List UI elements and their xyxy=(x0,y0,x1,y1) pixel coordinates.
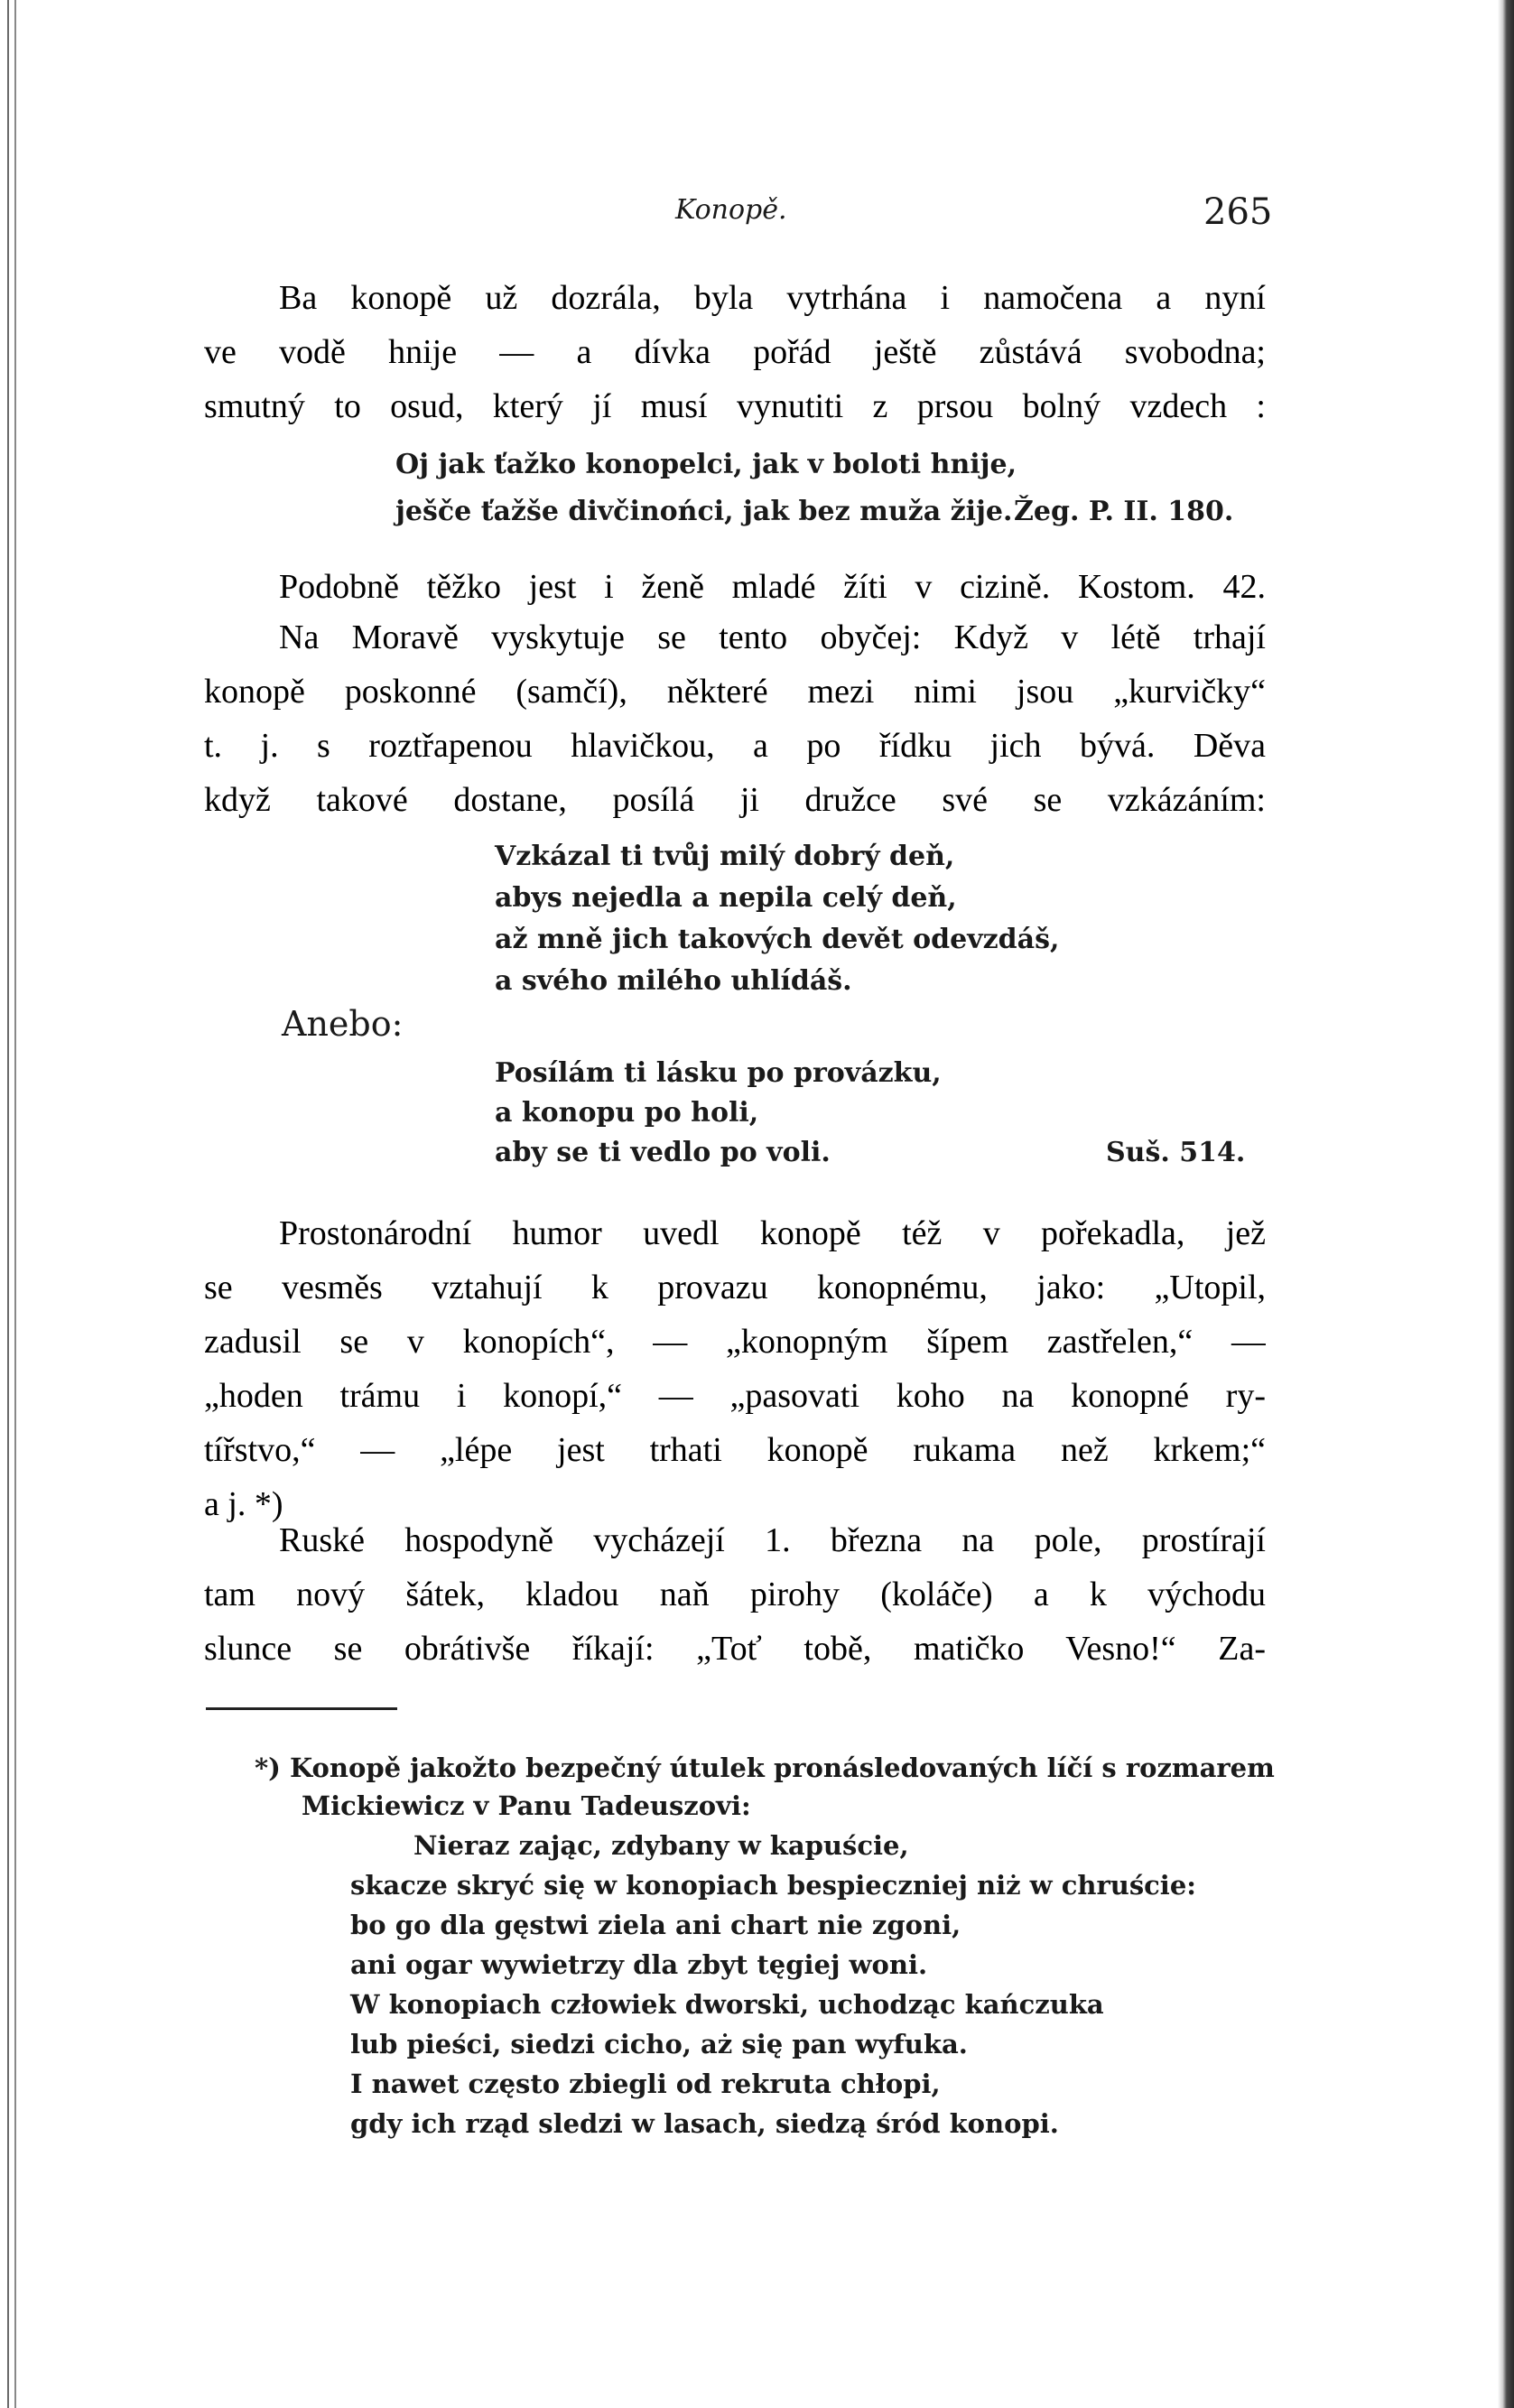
verse-line: a konopu po holi, xyxy=(495,1097,759,1129)
verse-source: Suš. 514. xyxy=(1106,1137,1246,1168)
text-line: „hoden trámu i konopí,“ — „pasovati koho na konopné ry- xyxy=(204,1377,1266,1415)
text-line: se vesměs vztahují k provazu konopnému, jako: „Utopil, xyxy=(204,1269,1266,1306)
verse-line: aby se ti vedlo po voli. xyxy=(495,1137,831,1168)
verse-source: Žeg. P. II. 180. xyxy=(1014,496,1234,527)
running-title: Konopě. xyxy=(675,194,787,226)
verse-line: Vzkázal ti tvůj milý dobrý deň, xyxy=(495,841,955,872)
right-page-edge xyxy=(1498,0,1514,2408)
text-line: zadusil se v konopích“, — „konopným šípem zastřelen,“ — xyxy=(204,1323,1266,1361)
text-line: smutný to osud, který jí musí vynutiti z prsou bolný vzdech : xyxy=(204,387,1266,425)
footnote-poem-line: skacze skryć się w konopiach bespieczniej niż w chruście: xyxy=(350,1870,1196,1901)
text-line: a j. *) xyxy=(204,1485,283,1523)
paragraph-3 xyxy=(204,610,1266,827)
paragraph-2 xyxy=(204,560,1266,614)
paragraph-1 xyxy=(204,271,1266,433)
text-line: konopě poskonné (samčí), některé mezi nimi jsou „kurvičky“ xyxy=(204,673,1266,711)
footnote-poem-line: W konopiach człowiek dworski, uchodząc kańczuka xyxy=(350,1989,1104,2020)
verse-line: Posílám ti lásku po provázku, xyxy=(495,1057,942,1089)
footnote-line: *) Konopě jakožto bezpečný útulek pronásledovaných líčí s rozmarem xyxy=(255,1753,1275,1783)
footnote-poem-line: Nieraz zając, zdybany w kapuście, xyxy=(413,1830,909,1861)
text-line: Na Moravě vyskytuje se tento obyčej: Když v létě trhají xyxy=(279,618,1266,656)
footnote-line: Mickiewicz v Panu Tadeuszovi: xyxy=(302,1790,751,1821)
footnote-poem-line: bo go dla gęstwi ziela ani chart nie zgoni, xyxy=(350,1910,961,1940)
left-page-edge xyxy=(7,0,16,2408)
text-line: Podobně těžko jest i ženě mladé žíti v cizině. Kostom. 42. xyxy=(279,568,1266,606)
text-line: Ba konopě už dozrála, byla vytrhána i namočena a nyní xyxy=(279,279,1266,317)
footnote-poem-line: I nawet często zbiegli od rekruta chłopi, xyxy=(350,2069,941,2099)
text-line: Prostonárodní humor uvedl konopě též v pořekadla, jež xyxy=(279,1214,1266,1252)
text-line: slunce se obrátivše říkají: „Toť tobě, matičko Vesno!“ Za- xyxy=(204,1630,1266,1668)
paragraph-4 xyxy=(204,1206,1266,1531)
footnote-poem-line: lub pieści, siedzi cicho, aż się pan wyfuka. xyxy=(350,2029,968,2059)
text-line: tam nový šátek, kladou naň pirohy (koláče) a k východu xyxy=(204,1576,1266,1613)
verse-line: ješče ťažše divčinońci, jak bez muža žije. xyxy=(395,496,1013,527)
text-line: Ruské hospodyně vycházejí 1. března na pole, prostírají xyxy=(279,1521,1266,1559)
text-line: když takové dostane, posílá ji družce své se vzkázáním: xyxy=(204,781,1266,819)
text-line: ve vodě hnije — a dívka pořád ještě zůstává svobodna; xyxy=(204,333,1266,371)
verse-line: až mně jich takových devět odevzdáš, xyxy=(495,924,1060,955)
anebo-label: Anebo: xyxy=(282,1004,404,1044)
footnote-poem-line: ani ogar wywietrzy dla zbyt tęgiej woni. xyxy=(350,1949,928,1980)
verse-line: abys nejedla a nepila celý deň, xyxy=(495,882,957,914)
text-line: tířstvo,“ — „lépe jest trhati konopě rukama než krkem;“ xyxy=(204,1431,1266,1469)
footnote-rule xyxy=(206,1707,397,1710)
text-line: t. j. s roztřapenou hlavičkou, a po řídku jich bývá. Děva xyxy=(204,727,1266,765)
page-number: 265 xyxy=(1203,191,1273,233)
footnote-poem-line: gdy ich rząd sledzi w lasach, siedzą śród konopi. xyxy=(350,2108,1059,2139)
paragraph-5 xyxy=(204,1513,1266,1676)
verse-line: Oj jak ťažko konopelci, jak v boloti hnije, xyxy=(395,449,1017,480)
verse-line: a svého milého uhlídáš. xyxy=(495,965,852,997)
